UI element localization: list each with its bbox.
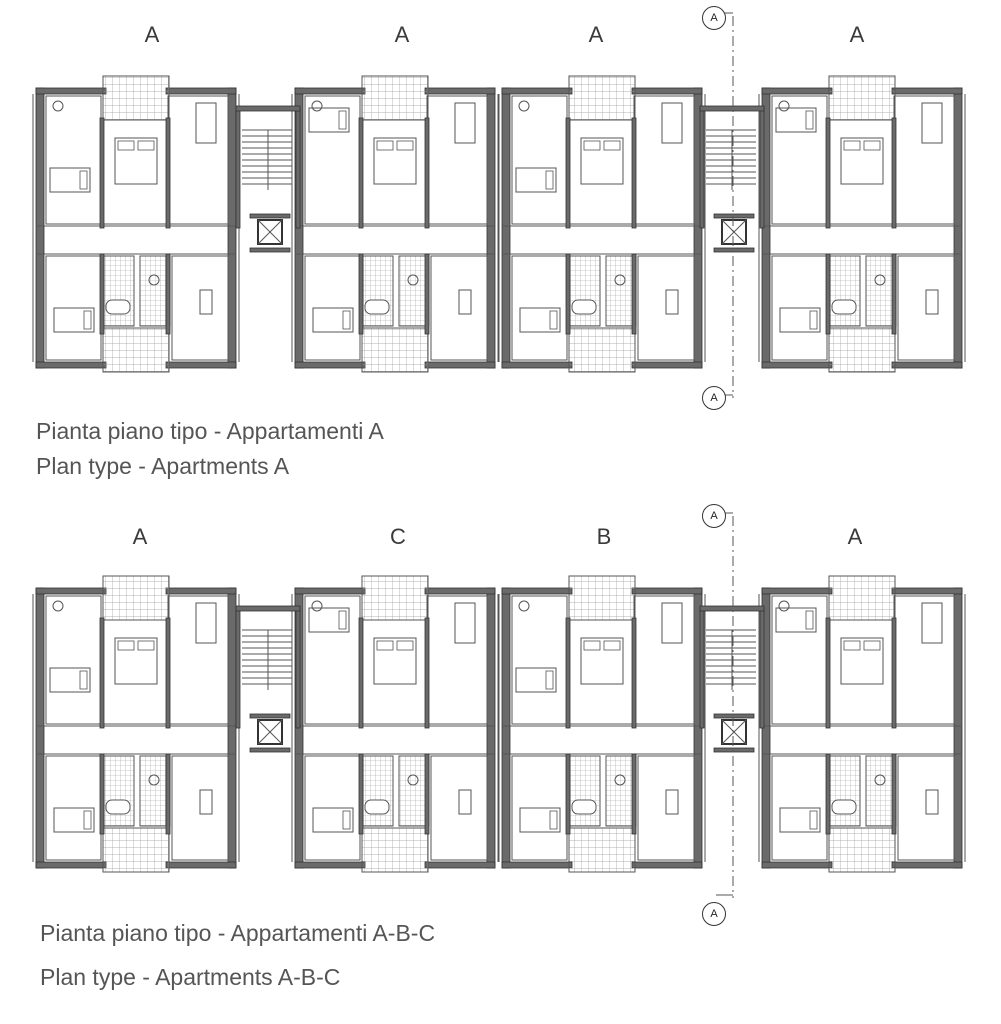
pillow-icon [80, 671, 87, 689]
balcony-bottom [829, 828, 895, 872]
wall [425, 362, 495, 368]
fixture [779, 601, 789, 611]
bedroom-outline [305, 96, 360, 224]
wall [295, 88, 365, 94]
pillow-icon [397, 141, 413, 150]
master-bedroom-outline [362, 120, 428, 224]
wall [502, 588, 510, 868]
wardrobe-icon [922, 103, 942, 143]
wall [166, 862, 236, 868]
bedroom-outline [46, 96, 101, 224]
bathroom-tiles [866, 756, 896, 826]
pillow-icon [118, 641, 134, 650]
fixture [312, 601, 322, 611]
pillow-icon [377, 641, 393, 650]
pillow-icon [810, 811, 817, 829]
bedroom-outline [512, 96, 567, 224]
wall [632, 862, 702, 868]
bed-icon [50, 668, 90, 692]
pillow-icon [806, 111, 813, 129]
bathroom-tiles [570, 756, 600, 826]
bed-icon [520, 808, 560, 832]
bed-icon [780, 808, 820, 832]
wall [954, 88, 962, 368]
wall [359, 754, 363, 834]
balcony-top [829, 76, 895, 120]
wall [826, 254, 830, 334]
wall [892, 362, 962, 368]
wall [295, 362, 365, 368]
room-outline [634, 96, 694, 224]
bed-icon [516, 668, 556, 692]
bathtub-icon [832, 800, 856, 814]
plan1-caption-italian: Pianta piano tipo - Appartamenti A [36, 418, 384, 444]
balcony-bottom [829, 328, 895, 372]
wall [295, 588, 365, 594]
wall [700, 106, 764, 111]
bedroom-outline [305, 596, 360, 724]
plan2-unit-label-2: C [390, 524, 406, 549]
wall [359, 118, 363, 228]
wall [762, 88, 832, 94]
balcony-top [829, 576, 895, 620]
bathtub-icon [365, 300, 389, 314]
wardrobe-icon [662, 103, 682, 143]
wall [826, 754, 830, 834]
wall [236, 608, 240, 728]
wall [100, 254, 104, 334]
wall [166, 618, 170, 728]
wall [892, 88, 962, 94]
wall [36, 862, 106, 868]
fixture [519, 101, 529, 111]
wall [700, 608, 704, 728]
wall [700, 606, 764, 611]
pillow-icon [138, 641, 154, 650]
bedroom-outline [772, 96, 827, 224]
plan2-unit-label-1: A [132, 524, 148, 549]
wall [892, 254, 896, 334]
stove-icon [200, 790, 212, 814]
wall [714, 214, 754, 218]
wall [295, 862, 365, 868]
wall [36, 88, 44, 368]
wall [36, 588, 106, 594]
room-outline [894, 96, 954, 224]
pillow-icon [604, 141, 620, 150]
stove-icon [666, 290, 678, 314]
pillow-icon [80, 171, 87, 189]
pillow-icon [397, 641, 413, 650]
double-bed-icon [115, 638, 157, 684]
wall [502, 588, 572, 594]
bathroom-tiles [866, 256, 896, 326]
pillow-icon [339, 611, 346, 629]
fixture [312, 101, 322, 111]
wall [892, 618, 896, 728]
stove-icon [666, 790, 678, 814]
wall [760, 108, 764, 228]
wall [566, 254, 570, 334]
pillow-icon [604, 641, 620, 650]
double-bed-icon [841, 138, 883, 184]
balcony-bottom [362, 828, 428, 872]
wall [236, 606, 300, 611]
pillow-icon [118, 141, 134, 150]
wall [762, 362, 832, 368]
fixture [53, 601, 63, 611]
pillow-icon [343, 811, 350, 829]
wall [296, 108, 300, 228]
balcony-top [569, 576, 635, 620]
bathroom-tiles [570, 256, 600, 326]
wall [166, 88, 236, 94]
double-bed-icon [374, 138, 416, 184]
bathroom-tiles [140, 756, 170, 826]
pillow-icon [343, 311, 350, 329]
bedroom-outline [512, 596, 567, 724]
master-bedroom-outline [829, 120, 895, 224]
master-bedroom-outline [362, 620, 428, 724]
wall [166, 118, 170, 228]
wall [228, 588, 236, 868]
bathroom-tiles [606, 756, 636, 826]
bathtub-icon [572, 300, 596, 314]
wall [166, 754, 170, 834]
room-outline [427, 96, 487, 224]
plan2-unit-label-3: B [596, 524, 612, 549]
wall [100, 754, 104, 834]
pillow-icon [550, 811, 557, 829]
double-bed-icon [115, 138, 157, 184]
bed-icon [520, 308, 560, 332]
wall [566, 118, 570, 228]
bed-icon [309, 108, 349, 132]
wall [892, 118, 896, 228]
stove-icon [459, 290, 471, 314]
wall [632, 588, 702, 594]
wall [100, 618, 104, 728]
wall [250, 748, 290, 752]
bedroom-outline [772, 596, 827, 724]
wall [826, 618, 830, 728]
bathtub-icon [572, 800, 596, 814]
bed-icon [54, 308, 94, 332]
section-mark-plan2-bottom: A [702, 902, 726, 926]
balcony-bottom [362, 328, 428, 372]
wall [166, 362, 236, 368]
plan2-caption-italian: Pianta piano tipo - Appartamenti A-B-C [40, 920, 436, 946]
pillow-icon [546, 671, 553, 689]
bathroom-tiles [140, 256, 170, 326]
pillow-icon [844, 641, 860, 650]
stove-icon [459, 790, 471, 814]
bed-icon [50, 168, 90, 192]
pillow-icon [864, 641, 880, 650]
bed-icon [776, 608, 816, 632]
bed-icon [309, 608, 349, 632]
wall [228, 88, 236, 368]
balcony-top [362, 576, 428, 620]
wall [296, 608, 300, 728]
plan1-unit-label-2: A [394, 22, 410, 47]
fixture [519, 601, 529, 611]
master-bedroom-outline [569, 120, 635, 224]
master-bedroom-outline [829, 620, 895, 724]
pillow-icon [550, 311, 557, 329]
bathroom-tiles [399, 756, 429, 826]
bathroom-tiles [363, 756, 393, 826]
bed-icon [313, 808, 353, 832]
bathroom-tiles [363, 256, 393, 326]
wall [166, 588, 236, 594]
wall [166, 254, 170, 334]
pillow-icon [584, 141, 600, 150]
wall [632, 754, 636, 834]
room-outline [168, 596, 228, 724]
plan1-unit-label-4: A [849, 22, 865, 47]
plan1-caption-english: Plan type - Apartments A [36, 453, 290, 479]
master-bedroom-outline [103, 120, 169, 224]
room-outline [894, 596, 954, 724]
bathroom-tiles [830, 756, 860, 826]
wall [760, 608, 764, 728]
balcony-bottom [103, 828, 169, 872]
pillow-icon [339, 111, 346, 129]
double-bed-icon [581, 138, 623, 184]
wall [826, 118, 830, 228]
wall [250, 714, 290, 718]
wall [566, 618, 570, 728]
wall [425, 588, 495, 594]
wall [502, 362, 572, 368]
balcony-top [569, 76, 635, 120]
wardrobe-icon [922, 603, 942, 643]
balcony-top [362, 76, 428, 120]
wall [425, 88, 495, 94]
fixture [779, 101, 789, 111]
double-bed-icon [374, 638, 416, 684]
wall [36, 88, 106, 94]
wardrobe-icon [455, 103, 475, 143]
wall [700, 108, 704, 228]
bathroom-tiles [830, 256, 860, 326]
bed-icon [516, 168, 556, 192]
wall [250, 248, 290, 252]
room-outline [634, 596, 694, 724]
wall [566, 754, 570, 834]
pillow-icon [806, 611, 813, 629]
bathtub-icon [106, 300, 130, 314]
double-bed-icon [581, 638, 623, 684]
plan2-unit-label-4: A [847, 524, 863, 549]
wall [236, 106, 300, 111]
bathroom-tiles [606, 256, 636, 326]
wall [502, 862, 572, 868]
bedroom-outline [46, 596, 101, 724]
wall [425, 254, 429, 334]
wall [36, 588, 44, 868]
fixture [53, 101, 63, 111]
wall [632, 118, 636, 228]
wall [36, 362, 106, 368]
bed-icon [313, 308, 353, 332]
master-bedroom-outline [103, 620, 169, 724]
pillow-icon [84, 811, 91, 829]
wall [632, 618, 636, 728]
bed-icon [776, 108, 816, 132]
stove-icon [926, 290, 938, 314]
pillow-icon [377, 141, 393, 150]
bathtub-icon [106, 800, 130, 814]
wall [762, 862, 832, 868]
section-mark-plan1-bottom: A [702, 386, 726, 410]
balcony-bottom [569, 328, 635, 372]
wall [892, 862, 962, 868]
section-mark-plan1-top: A [702, 6, 726, 30]
plan1-unit-label-1: A [144, 22, 160, 47]
pillow-icon [810, 311, 817, 329]
wall [359, 254, 363, 334]
wardrobe-icon [196, 103, 216, 143]
wall [714, 714, 754, 718]
room-outline [427, 596, 487, 724]
wall [714, 748, 754, 752]
wall [359, 618, 363, 728]
wall [892, 588, 962, 594]
plan2-caption-english: Plan type - Apartments A-B-C [40, 964, 341, 990]
wall [502, 88, 510, 368]
wall [632, 254, 636, 334]
wall [632, 88, 702, 94]
wall [425, 754, 429, 834]
wardrobe-icon [196, 603, 216, 643]
wardrobe-icon [662, 603, 682, 643]
wardrobe-icon [455, 603, 475, 643]
balcony-top [103, 576, 169, 620]
wall [762, 588, 832, 594]
wall [425, 118, 429, 228]
pillow-icon [584, 641, 600, 650]
room-outline [168, 96, 228, 224]
balcony-bottom [103, 328, 169, 372]
bed-icon [54, 808, 94, 832]
pillow-icon [546, 171, 553, 189]
wall [487, 88, 495, 368]
bathroom-tiles [104, 256, 134, 326]
section-mark-plan2-top: A [702, 504, 726, 528]
pillow-icon [864, 141, 880, 150]
wall [487, 588, 495, 868]
bathtub-icon [365, 800, 389, 814]
wall [236, 108, 240, 228]
balcony-top [103, 76, 169, 120]
balcony-bottom [569, 828, 635, 872]
bathroom-tiles [399, 256, 429, 326]
wall [100, 118, 104, 228]
bathroom-tiles [104, 756, 134, 826]
wall [502, 88, 572, 94]
wall [714, 248, 754, 252]
bed-icon [780, 308, 820, 332]
wall [425, 618, 429, 728]
wall [632, 362, 702, 368]
bathtub-icon [832, 300, 856, 314]
wall [425, 862, 495, 868]
double-bed-icon [841, 638, 883, 684]
stove-icon [926, 790, 938, 814]
master-bedroom-outline [569, 620, 635, 724]
plan1-unit-label-3: A [588, 22, 604, 47]
wall [250, 214, 290, 218]
pillow-icon [138, 141, 154, 150]
pillow-icon [844, 141, 860, 150]
pillow-icon [84, 311, 91, 329]
wall [954, 588, 962, 868]
stove-icon [200, 290, 212, 314]
wall [892, 754, 896, 834]
